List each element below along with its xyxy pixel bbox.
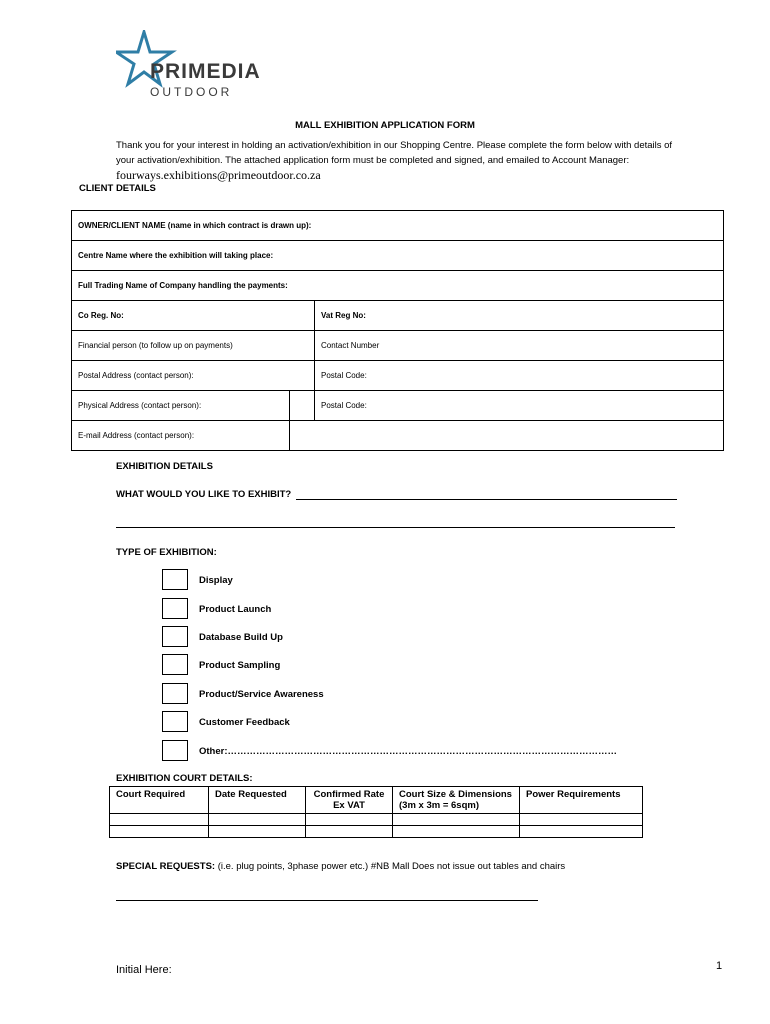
postal-code-field-2[interactable]: Postal Code: xyxy=(315,391,724,421)
postal-address-field[interactable]: Postal Address (contact person): xyxy=(72,361,315,391)
intro-paragraph xyxy=(116,138,686,184)
display-checkbox[interactable] xyxy=(162,569,188,590)
intro-text: Thank you for your interest in holding an activation/exhibition in our Shopping Centre. Please complete the form below with details of your activation/exhibition. The attached application form must be completed and signed, and emailed to Account Manager: xyxy=(116,140,673,166)
physical-address-field[interactable]: Physical Address (contact person): xyxy=(72,391,290,421)
account-manager-email: fourways.exhibitions@primeoutdoor.co.za xyxy=(116,168,321,182)
postal-code-field-1[interactable]: Postal Code: xyxy=(315,361,724,391)
centre-name-field[interactable]: Centre Name where the exhibition will taking place: xyxy=(72,241,724,271)
email-address-input[interactable] xyxy=(290,421,724,451)
court-required-cell[interactable] xyxy=(110,814,209,826)
court-details-table xyxy=(109,786,643,838)
date-requested-cell[interactable] xyxy=(209,826,306,838)
product-service-awareness-label: Product/Service Awareness xyxy=(199,689,324,700)
court-size-header: Court Size & Dimensions (3m x 3m = 6sqm) xyxy=(393,787,520,814)
form-title: MALL EXHIBITION APPLICATION FORM xyxy=(295,120,475,131)
logo-primedia-text: PRIMEDIA xyxy=(150,60,261,83)
product-launch-label: Product Launch xyxy=(199,604,272,615)
court-required-header: Court Required xyxy=(110,787,209,814)
product-sampling-checkbox[interactable] xyxy=(162,654,188,675)
court-details-header: EXHIBITION COURT DETAILS: xyxy=(116,773,253,784)
vat-reg-field[interactable]: Vat Reg No: xyxy=(315,301,724,331)
customer-feedback-checkbox[interactable] xyxy=(162,711,188,732)
table-row xyxy=(110,814,643,826)
special-requests-label: SPECIAL REQUESTS: xyxy=(116,861,216,872)
database-build-up-label: Database Build Up xyxy=(199,632,283,643)
court-size-cell[interactable] xyxy=(393,826,520,838)
trading-name-field[interactable]: Full Trading Name of Company handling the payments: xyxy=(72,271,724,301)
financial-person-field[interactable]: Financial person (to follow up on payments) xyxy=(72,331,315,361)
logo-outdoor-text: OUTDOOR xyxy=(150,85,233,99)
type-of-exhibition-header: TYPE OF EXHIBITION: xyxy=(116,547,217,558)
court-size-cell[interactable] xyxy=(393,814,520,826)
court-required-cell[interactable] xyxy=(110,826,209,838)
table-row xyxy=(110,826,643,838)
what-to-exhibit-line[interactable] xyxy=(296,499,677,500)
product-launch-checkbox[interactable] xyxy=(162,598,188,619)
date-requested-cell[interactable] xyxy=(209,814,306,826)
display-label: Display xyxy=(199,575,233,586)
special-requests-text: (i.e. plug points, 3phase power etc.) #NB Mall Does not issue out tables and chairs xyxy=(215,861,566,872)
initial-here-label: Initial Here: xyxy=(116,964,172,976)
customer-feedback-label: Customer Feedback xyxy=(199,717,290,728)
email-address-label: E-mail Address (contact person): xyxy=(72,421,290,451)
confirmed-rate-header: Confirmed Rate Ex VAT xyxy=(306,787,393,814)
owner-client-name-field[interactable]: OWNER/CLIENT NAME (name in which contract is drawn up): xyxy=(72,211,724,241)
physical-address-input[interactable] xyxy=(290,391,315,421)
date-requested-header: Date Requested xyxy=(209,787,306,814)
power-requirements-header: Power Requirements xyxy=(520,787,643,814)
special-requests-line[interactable] xyxy=(116,900,538,901)
product-sampling-label: Product Sampling xyxy=(199,660,281,671)
power-requirements-cell[interactable] xyxy=(520,826,643,838)
other-checkbox[interactable] xyxy=(162,740,188,761)
confirmed-rate-cell[interactable] xyxy=(306,826,393,838)
client-details-header: CLIENT DETAILS xyxy=(79,183,156,194)
database-build-up-checkbox[interactable] xyxy=(162,626,188,647)
contact-number-field[interactable]: Contact Number xyxy=(315,331,724,361)
confirmed-rate-cell[interactable] xyxy=(306,814,393,826)
co-reg-field[interactable]: Co Reg. No: xyxy=(72,301,315,331)
page-number: 1 xyxy=(716,960,723,972)
power-requirements-cell[interactable] xyxy=(520,814,643,826)
what-to-exhibit-line-2[interactable] xyxy=(116,527,675,528)
other-label: Other:…………………………………………………………………………………………………………… xyxy=(199,746,617,757)
product-service-awareness-checkbox[interactable] xyxy=(162,683,188,704)
what-to-exhibit-label: WHAT WOULD YOU LIKE TO EXHIBIT? xyxy=(116,489,292,500)
client-details-table xyxy=(71,210,724,451)
special-requests xyxy=(116,861,565,872)
exhibition-details-header: EXHIBITION DETAILS xyxy=(116,461,213,472)
